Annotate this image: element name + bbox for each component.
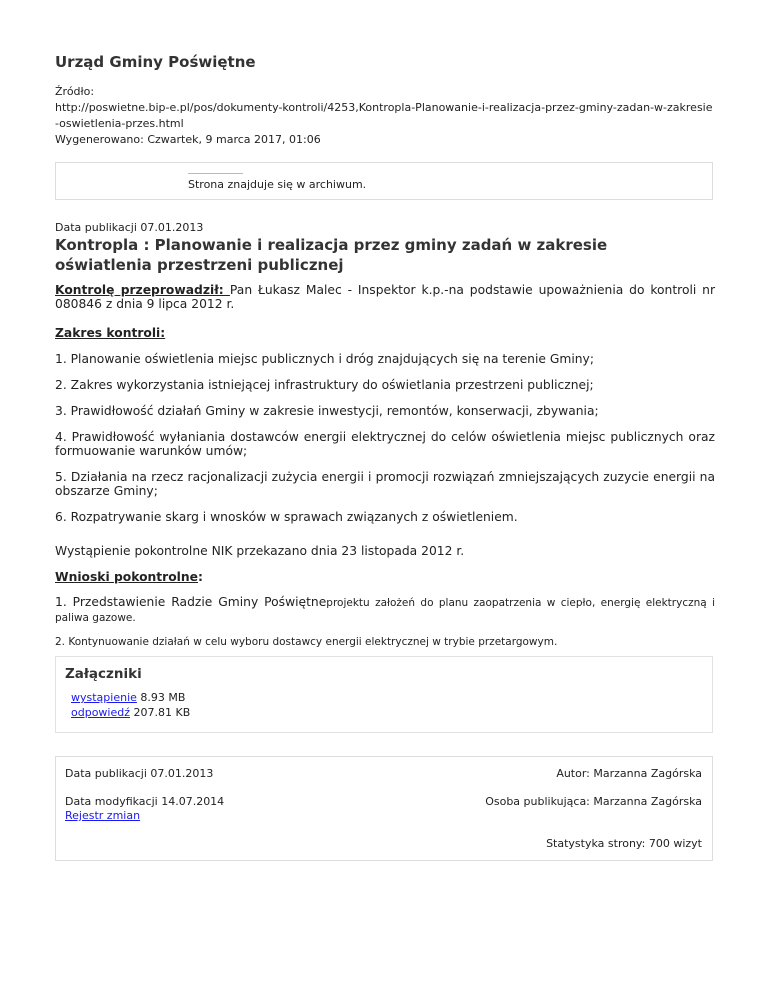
source-label: Źródło: — [55, 85, 95, 98]
scope-label: Zakres kontroli: — [55, 326, 166, 340]
meta-publisher: Osoba publikująca: Marzanna Zagórska — [485, 795, 702, 808]
conclusion-1-large: 1. Przedstawienie Radzie Gminy Poświętne — [55, 595, 327, 609]
conclusion-item-2: 2. Kontynuowanie działań w celu wyboru dostawcy energii elektrycznej w trybie przetargowym. — [55, 636, 558, 648]
meta-author: Autor: Marzanna Zagórska — [556, 767, 702, 780]
conducted-text: Pan Łukasz Malec - Inspektor k.p.-na podstawie upoważnienia do kontroli nr 080846 z dnia 9 lipca 2012 r. — [55, 283, 716, 311]
scope-item: 5. Działania na rzecz racjonalizacji zużycia energii i promocji rozwiązań zmniejszających zuzycie energii na obszarze Gminy; — [55, 470, 715, 498]
attachment-size: 207.81 KB — [130, 706, 191, 719]
nik-statement: Wystąpienie pokontrolne NIK przekazano dnia 23 listopada 2012 r. — [55, 544, 465, 558]
conclusions-label: Wnioski pokontrolne — [55, 570, 198, 584]
change-log-link[interactable]: Rejestr zmian — [65, 809, 141, 822]
conducted-paragraph — [55, 283, 715, 311]
meta-publication-date: Data publikacji 07.01.2013 — [65, 767, 214, 780]
source-info — [55, 84, 715, 148]
metadata-box — [55, 756, 713, 861]
meta-modification-date: Data modyfikacji 14.07.2014 — [65, 795, 225, 808]
source-url: http://poswietne.bip-e.pl/pos/dokumenty-kontroli/4253,Kontropla-Planowanie-i-realizacja-przez-gminy-zadan-w-zakresie-oswietlenia-przes.html — [55, 101, 713, 130]
attachments-list — [71, 690, 190, 720]
attachments-box — [55, 656, 713, 733]
scope-item: 3. Prawidłowość działań Gminy w zakresie inwestycji, remontów, konserwacji, zbywania; — [55, 404, 599, 418]
article-body — [55, 283, 715, 649]
site-title: Urząd Gminy Poświętne — [55, 53, 256, 71]
conclusions-colon: : — [197, 570, 203, 584]
archive-notice: Strona znajduje się w archiwum. — [188, 178, 367, 191]
attachment-size: 8.93 MB — [136, 691, 186, 704]
conducted-label: Kontrolę przeprowadził: — [55, 283, 230, 297]
archive-notice-box — [55, 162, 713, 200]
scope-item: 6. Rozpatrywanie skarg i wnosków w sprawach związanych z oświetleniem. — [55, 510, 518, 524]
page-statistics: Statystyka strony: 700 wizyt — [546, 837, 702, 850]
archive-divider — [188, 173, 243, 174]
generated-date: Wygenerowano: Czwartek, 9 marca 2017, 01:06 — [55, 133, 321, 146]
attachments-title: Załączniki — [65, 666, 142, 682]
conclusions-heading — [55, 570, 715, 584]
attachment-link[interactable]: odpowiedź — [71, 706, 131, 719]
conclusion-1-small: projektu założeń do planu zaopatrzenia w ciepło, energię elektryczną i paliwa gazowe. — [55, 597, 715, 624]
scope-item: 2. Zakres wykorzystania istniejącej infrastruktury do oświetlania przestrzeni publicznej; — [55, 378, 594, 392]
attachment-item — [71, 690, 190, 705]
attachment-link[interactable]: wystąpienie — [71, 691, 137, 704]
scope-heading — [55, 326, 715, 340]
attachment-item — [71, 705, 190, 720]
article-title: Kontropla : Planowanie i realizacja przez gminy zadań w zakresie oświatlenia przestrzeni publicznej — [55, 236, 608, 274]
conclusion-item-1 — [55, 595, 715, 625]
scope-item: 4. Prawidłowość wyłaniania dostawców energii elektrycznej do celów oświetlenia miejsc publicznych oraz formuowanie warunków umów; — [55, 430, 715, 458]
scope-item: 1. Planowanie oświetlenia miejsc publicznych i dróg znajdujących się na terenie Gminy; — [55, 352, 594, 366]
publication-date: Data publikacji 07.01.2013 — [55, 221, 204, 234]
